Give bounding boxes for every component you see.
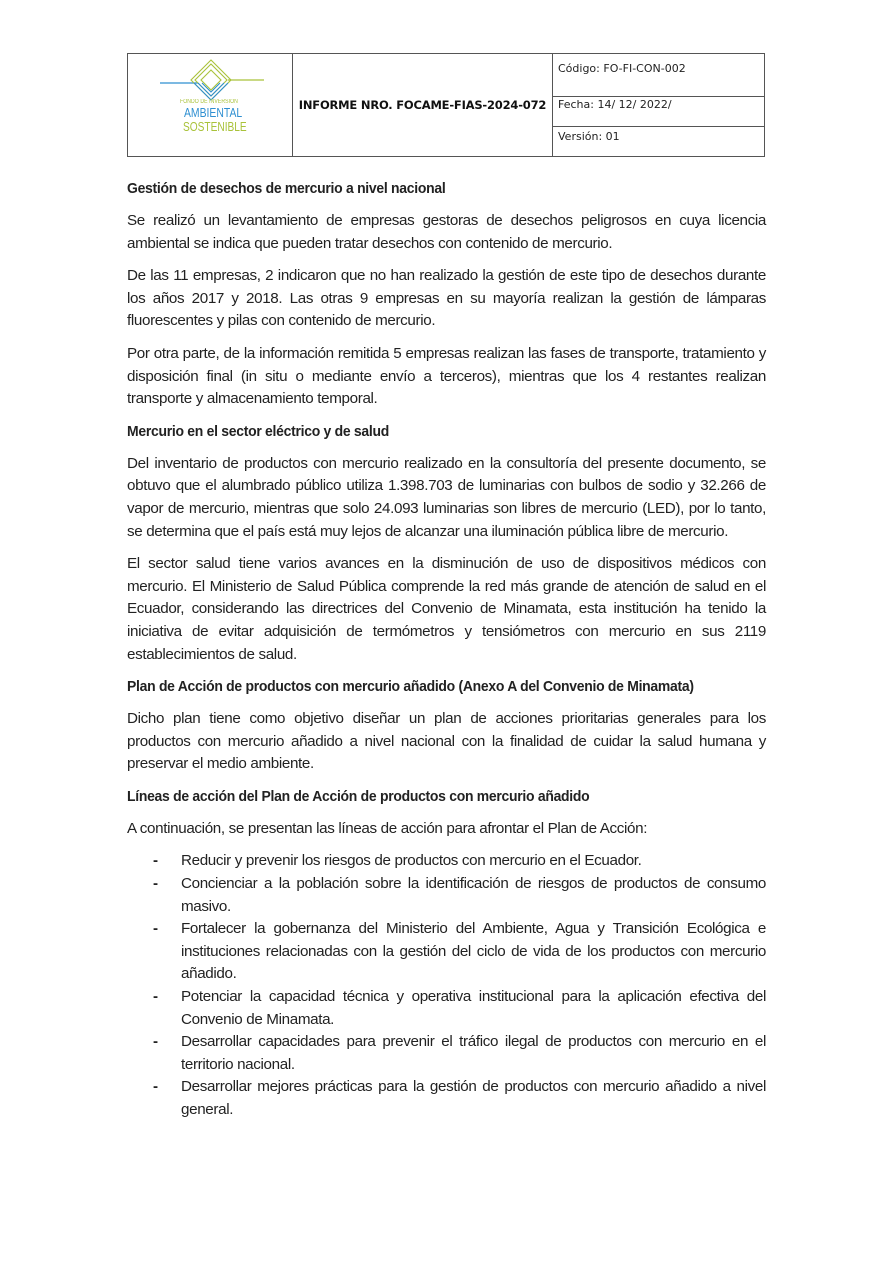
logo-text-ambiental: AMBIENTAL	[184, 105, 243, 120]
list-item-text: Fortalecer la gobernanza del Ministerio del Ambiente, Agua y Transición Ecológica e instituciones relacionadas con la gestión del ciclo de vida de los productos con mercurio añadido.	[181, 920, 766, 983]
dash-bullet-icon: -	[153, 1033, 158, 1051]
paragraph: Dicho plan tiene como objetivo diseñar un plan de acciones prioritarias generales para los productos con mercurio añadido a nivel nacional con la finalidad de cuidar la salud humana y preservar el medio ambiente.	[127, 710, 766, 773]
section-heading: Plan de Acción de productos con mercurio añadido (Anexo A del Convenio de Minamata)	[127, 678, 694, 696]
paragraph: Del inventario de productos con mercurio realizado en la consultoría del presente documento, se obtuvo que el alumbrado público utiliza 1.398.703 de luminarias con bulbos de sodio y 32.266 de vapor de mercurio, mientras que solo 24.093 luminarias son libres de mercurio (LED), por lo tanto, se determina que el país está muy lejos de alcanzar una iluminación pública libre de mercurio.	[127, 454, 766, 540]
list-item-text: Reducir y prevenir los riesgos de productos con mercurio en el Ecuador.	[181, 852, 642, 870]
document-header-table	[127, 53, 765, 157]
logo-text-sostenible: SOSTENIBLE	[183, 119, 247, 134]
list-item-text: Desarrollar mejores prácticas para la gestión de productos con mercurio añadido a nivel general.	[181, 1078, 766, 1118]
list-item-text: Desarrollar capacidades para prevenir el tráfico ilegal de productos con mercurio en el territorio nacional.	[181, 1033, 766, 1073]
list-item-text: Concienciar a la población sobre la identificación de riesgos de productos de consumo masivo.	[181, 875, 766, 915]
list-item	[127, 873, 766, 918]
logo-cell	[128, 54, 293, 156]
document-meta	[553, 54, 764, 156]
document-date: Fecha: 14/ 12/ 2022/	[553, 97, 764, 127]
document-version: Versión: 01	[558, 130, 620, 143]
fias-logo-icon	[158, 58, 268, 102]
paragraph: El sector salud tiene varios avances en la disminución de uso de dispositivos médicos con mercurio. El Ministerio de Salud Pública comprende la red más grande de atención de salud en el Ecuador, considerando las directrices del Convenio de Minamata, esta institución ha tenido la iniciativa de evitar adquisición de termómetros y tensiómetros con mercurio en sus 2119 establecimientos de salud.	[127, 555, 766, 663]
paragraph: A continuación, se presentan las líneas de acción para afrontar el Plan de Acción:	[127, 819, 648, 837]
dash-bullet-icon: -	[153, 920, 158, 938]
section-heading: Mercurio en el sector eléctrico y de salud	[127, 422, 389, 440]
report-title: INFORME NRO. FOCAME-FIAS-2024-072	[293, 54, 553, 156]
list-item	[127, 918, 766, 986]
paragraph: Se realizó un levantamiento de empresas gestoras de desechos peligrosos en cuya licencia ambiental se indica que pueden tratar desechos con contenido de mercurio.	[127, 212, 766, 252]
list-item	[127, 1076, 766, 1121]
logo-text-fondo: FONDO DE INVERSION	[180, 99, 238, 105]
list-item	[127, 1031, 766, 1076]
list-item	[127, 850, 766, 873]
paragraph: Por otra parte, de la información remitida 5 empresas realizan las fases de transporte, tratamiento y disposición final (in situ o mediante envío a terceros), mientras que los 4 restantes realizan transporte y almacenamiento temporal.	[127, 344, 766, 408]
section-heading: Líneas de acción del Plan de Acción de productos con mercurio añadido	[127, 787, 590, 805]
document-body	[127, 178, 766, 1122]
paragraph: De las 11 empresas, 2 indicaron que no han realizado la gestión de este tipo de desechos durante los años 2017 y 2018. Las otras 9 empresas en su mayoría realizan la gestión de lámparas fluorescentes y pilas con contenido de mercurio.	[127, 267, 766, 330]
dash-bullet-icon: -	[153, 875, 158, 893]
dash-bullet-icon: -	[153, 852, 158, 870]
dash-bullet-icon: -	[153, 988, 158, 1006]
list-item	[127, 986, 766, 1031]
list-item-text: Potenciar la capacidad técnica y operativa institucional para la aplicación efectiva del Convenio de Minamata.	[181, 988, 766, 1028]
dash-bullet-icon: -	[153, 1078, 158, 1096]
action-lines-list	[127, 850, 766, 1121]
document-code: Código: FO-FI-CON-002	[553, 54, 764, 97]
section-heading: Gestión de desechos de mercurio a nivel nacional	[127, 180, 446, 197]
